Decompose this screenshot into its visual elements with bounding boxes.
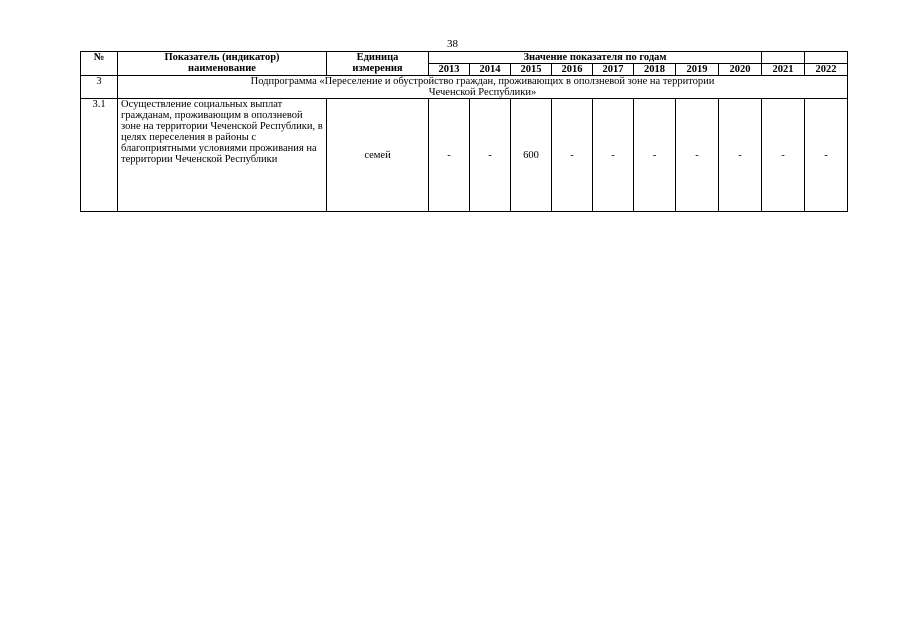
row-value: - xyxy=(429,99,470,212)
header-values-title: Значение показателя по годам xyxy=(429,52,762,64)
row-value: - xyxy=(676,99,719,212)
row-value: - xyxy=(552,99,593,212)
row-value: - xyxy=(593,99,634,212)
row-value: - xyxy=(634,99,676,212)
subprogram-num: 3 xyxy=(81,76,118,99)
year-header: 2016 xyxy=(552,64,593,76)
subprogram-title-line2: Чеченской Республики» xyxy=(428,87,537,98)
row-value: - xyxy=(805,99,848,212)
row-value: 600 xyxy=(511,99,552,212)
header-unit-line1: Единица xyxy=(356,52,399,63)
indicators-table xyxy=(80,51,848,212)
year-header: 2017 xyxy=(593,64,634,76)
header-num: № xyxy=(81,52,118,76)
subprogram-title-line1: Подпрограмма «Переселение и обустройство граждан, проживающих в оползневой зоне на территории xyxy=(250,76,715,87)
table-row xyxy=(81,99,848,212)
row-value: - xyxy=(719,99,762,212)
year-header: 2013 xyxy=(429,64,470,76)
row-value: - xyxy=(470,99,511,212)
year-header: 2014 xyxy=(470,64,511,76)
table-header-row xyxy=(81,52,848,64)
year-header: 2020 xyxy=(719,64,762,76)
year-header: 2021 xyxy=(762,64,805,76)
header-indicator-line2: наименование xyxy=(188,63,256,74)
year-header: 2019 xyxy=(676,64,719,76)
header-unit-line2: измерения xyxy=(352,63,403,74)
row-value: - xyxy=(762,99,805,212)
year-header: 2022 xyxy=(805,64,848,76)
header-blank-2022 xyxy=(805,52,848,64)
row-unit: семей xyxy=(327,99,429,212)
header-indicator xyxy=(118,52,327,76)
page-number: 38 xyxy=(447,38,458,50)
header-blank-2021 xyxy=(762,52,805,64)
row-indicator: Осуществление социальных выплат гражданам, проживающим в оползневой зоне на территории Чеченской Республики, в целях переселения в районы с благоприятными условиями проживания на территории Чеченской Республики xyxy=(118,99,327,212)
year-header: 2015 xyxy=(511,64,552,76)
header-unit xyxy=(327,52,429,76)
subprogram-row xyxy=(81,76,848,99)
subprogram-title xyxy=(118,76,848,99)
year-header: 2018 xyxy=(634,64,676,76)
header-indicator-line1: Показатель (индикатор) xyxy=(164,52,280,63)
row-num: 3.1 xyxy=(81,99,118,212)
